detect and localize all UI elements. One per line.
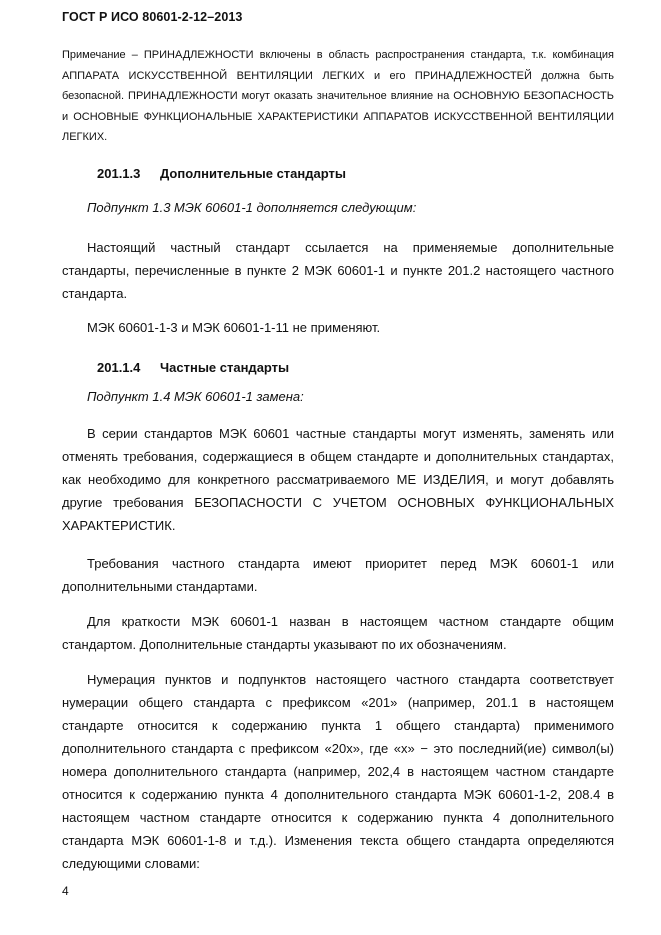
page-number: 4 (62, 884, 69, 898)
section-number: 201.1.3 (97, 166, 141, 181)
section-heading-201-1-4 (97, 360, 289, 375)
note-paragraph: Примечание – ПРИНАДЛЕЖНОСТИ включены в область распространения стандарта, т.к. комбинация АППАРАТА ИСКУССТВЕННОЙ ВЕНТИЛЯЦИИ ЛЕГКИХ и его ПРИНАДЛЕЖНОСТЕЙ должна быть безопасной. ПРИНАДЛЕЖНОСТИ могут оказать значительное влияние на ОСНОВНУЮ БЕЗОПАСНОСТЬ и ОСНОВНЫЕ ФУНКЦИОНАЛЬНЫЕ ХАРАКТЕРИСТИКИ АППАРАТОВ ИСКУССТВЕННОЙ ВЕНТИЛЯЦИИ ЛЕГКИХ. (62, 49, 614, 143)
paragraph: Для краткости МЭК 60601-1 назван в настоящем частном стандарте общим стандартом. Дополнительные стандарты указывают по их обозначениям. (62, 614, 614, 652)
paragraph: Нумерация пунктов и подпунктов настоящего частного стандарта соответствует нумерации общего стандарта с префиксом «201» (например, 201.1 в настоящем стандарте относится к содержанию пункта 1 общего стандарта) применимого дополнительного стандарта с префиксом «20х», где «х» − это последний(ие) символ(ы) номера дополнительного стандарта (например, 202,4 в настоящем частном стандарте относится к содержанию пункта 4 дополнительного стандарта МЭК 60601-1-2, 208.4 в настоящем частном стандарте относится к содержанию пункта 4 дополнительного стандарта МЭК 60601-1-8 и т.д.). Изменения текста общего стандарта определяются следующими словами: (62, 672, 614, 871)
paragraph: Требования частного стандарта имеют приоритет перед МЭК 60601-1 или дополнительными стандартами. (62, 556, 614, 594)
section-heading-201-1-3 (97, 166, 346, 181)
subclause-note: Подпункт 1.3 МЭК 60601-1 дополняется следующим: (87, 200, 417, 215)
document-code-header: ГОСТ Р ИСО 80601-2-12–2013 (62, 10, 243, 24)
section-title: Дополнительные стандарты (160, 166, 346, 181)
paragraph: Настоящий частный стандарт ссылается на применяемые дополнительные стандарты, перечисленные в пункте 2 МЭК 60601-1 и пункте 201.2 настоящего частного стандарта. (62, 240, 614, 301)
paragraph: МЭК 60601-1-3 и МЭК 60601-1-11 не применяют. (87, 320, 381, 335)
section-number: 201.1.4 (97, 360, 141, 375)
section-title: Частные стандарты (160, 360, 290, 375)
paragraph: В серии стандартов МЭК 60601 частные стандарты могут изменять, заменять или отменять требования, содержащиеся в общем стандарте и дополнительных стандартах, как необходимо для конкретного рассматриваемого МЕ ИЗДЕЛИЯ, и могут добавлять другие требования БЕЗОПАСНОСТИ С УЧЕТОМ ОСНОВНЫХ ФУНКЦИОНАЛЬНЫХ ХАРАКТЕРИСТИК. (62, 426, 614, 533)
subclause-note: Подпункт 1.4 МЭК 60601-1 замена: (87, 389, 304, 404)
